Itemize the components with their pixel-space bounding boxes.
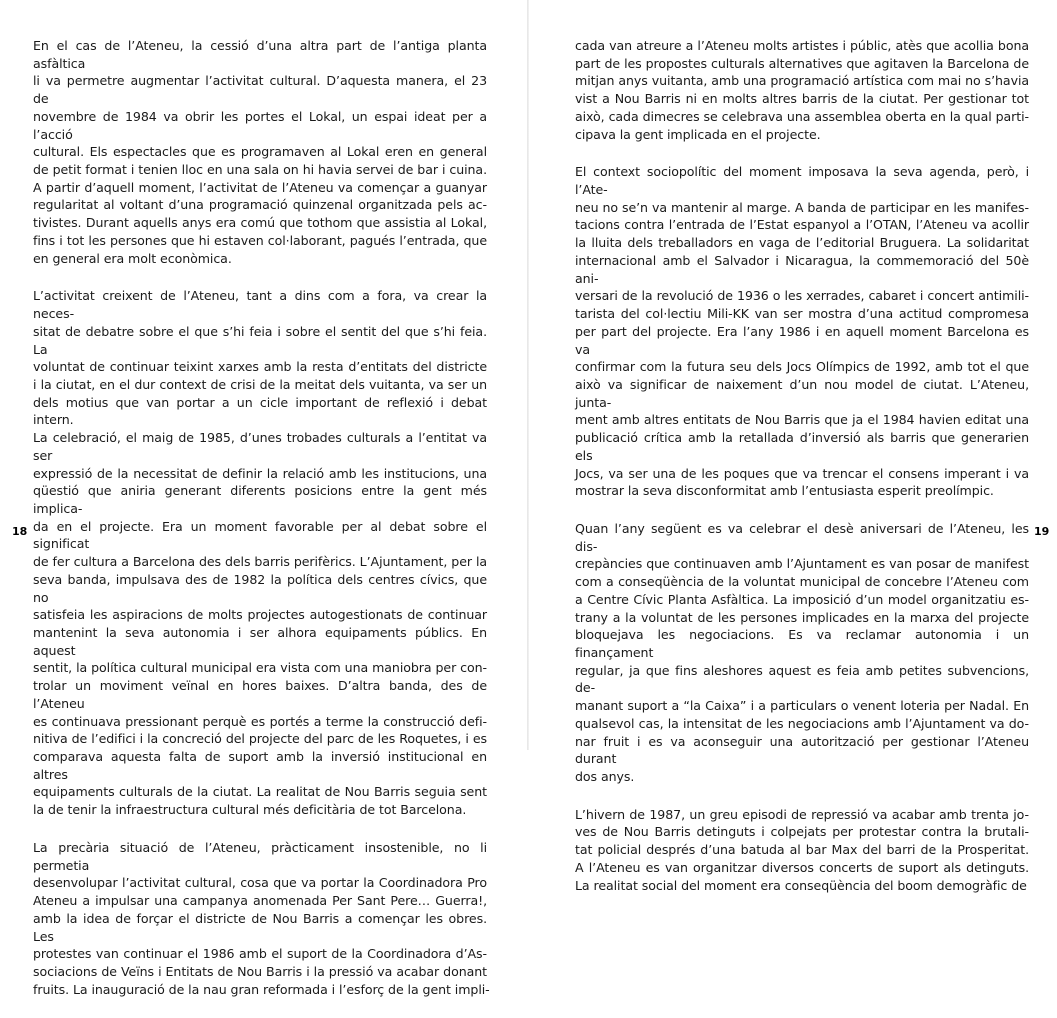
text-line: nar fruit i es va aconseguir una autorització per gestionar l’Ateneu durant [575,733,1029,767]
paragraph [33,839,490,998]
text-line: la lluita dels treballadors en vaga de l’editorial Bruguera. La solidaritat [575,235,1029,251]
text-line: cada van atreure a l’Ateneu molts artistes i públic, atès que acollia bona [575,38,1029,53]
text-line: neu no se’n va mantenir al marge. A banda de participar en les manifes- [575,199,1029,215]
text-line: regularitat al voltant d’una programació quinzenal organitzada pels ac- [33,197,487,213]
text-line: tacions contra l’entrada de l’Estat espanyol a l’OTAN, l’Ateneu va acollir [575,217,1029,233]
text-line: es continuava pressionant perquè es portés a terme la construcció defi- [33,713,487,729]
text-line: per part del projecte. Era l’any 1986 i en aquell moment Barcelona es va [575,323,1029,357]
text-line: trolar un moviment veïnal en hores baixes. D’altra banda, des de l’Ateneu [33,678,487,711]
text-line: sentit, la política cultural municipal era vista com una maniobra per con- [33,660,487,676]
text-line: això, cada dimecres se celebrava una assemblea oberta en la qual parti- [575,108,1029,124]
page-gutter [527,0,529,750]
text-line: Ateneu a impulsar una campanya anomenada Per Sant Pere… Guerra!, [33,893,487,909]
page-number-right: 19 [1034,525,1050,538]
text-line: L’hivern de 1987, un greu episodi de repressió va acabar amb trenta jo- [575,806,1029,822]
text-line: crepàncies que continuaven amb l’Ajuntament es van posar de manifest [575,556,1029,572]
text-line: publicació crítica amb la retallada d’inversió als barris que generarien els [575,430,1029,463]
paragraph [33,287,487,819]
paragraph [575,163,1029,500]
text-line: de petit format i tenien lloc en una sala on hi havia servei de bar i cuina. [33,162,487,178]
text-line: part de les propostes culturals alternatives que agitaven la Barcelona de [575,55,1029,71]
text-line: fins i tot les persones que hi estaven col·laborant, pagués l’entrada, que [33,232,487,248]
text-line: qüestió que aniria generant diferents posicions entre la gent més implica- [33,483,487,516]
text-line: a Centre Cívic Planta Asfàltica. La imposició d’un model organitzatiu es- [575,591,1029,607]
text-line: da en el projecte. Era un moment favorable per al debat sobre el significat [33,518,487,552]
text-line: sociacions de Veïns i Entitats de Nou Barris i la pressió va acabar donant [33,963,487,979]
text-line: seva banda, impulsava des de 1982 la política dels centres cívics, que no [33,571,487,605]
text-line: en general era molt econòmica. [33,250,232,266]
text-line: dos anys. [575,769,635,785]
text-line: manant suport a “la Caixa” i a particulars o venent loteria per Nadal. En [575,698,1029,714]
text-line: La realitat social del moment era conseqüència del boom demogràfic de [575,877,1027,893]
text-line: amb la idea de forçar el districte de Nou Barris a començar les obres. Les [33,910,487,944]
text-line: satisfeia les aspiracions de molts projectes autogestionats de continuar [33,607,487,623]
text-line: ves de Nou Barris detinguts i colpejats per protestar contra la brutali- [575,824,1029,840]
text-line: tivistes. Durant aquells anys era comú que tothom que assistia al Lokal, [33,215,487,231]
text-line: confirmar com la futura seu dels Jocs Olímpics de 1992, amb tot el que [575,359,1029,375]
text-line: comparava aquesta falta de suport amb la inversió institucional en altres [33,749,487,782]
text-line: i la ciutat, en el dur context de crisi de la meitat dels vuitanta, va ser un [33,376,487,392]
text-line: dels motius que van portar a un cicle important de reflexió i debat intern. [33,394,487,428]
text-line: voluntat de continuar teixint xarxes amb la resta d’entitats del districte [33,359,487,375]
text-line: tat policial després d’una batuda al bar Max del barri de la Prosperitat. [575,842,1029,858]
text-line: la de tenir la infraestructura cultural més deficitària de tot Barcelona. [33,802,467,818]
text-line: mitjan anys vuitanta, amb una programació artística com mai no s’havia [575,73,1029,89]
text-line: sitat de debatre sobre el que s’hi feia i sobre el sentit del que s’hi feia. La [33,323,487,357]
text-line: de fer cultura a Barcelona des dels barris perifèrics. L’Ajuntament, per la [33,554,487,570]
text-line: cipava la gent implicada en el projecte. [575,126,821,142]
text-line: El context sociopolític del moment imposava la seva agenda, però, i l’Ate- [575,164,1029,198]
paragraph [575,520,1029,786]
text-line: internacional amb el Salvador i Nicaragua, la commemoració del 50è ani- [575,252,1029,286]
text-line: mantenint la seva autonomia i ser alhora equipaments públics. En aquest [33,625,487,658]
text-line: cultural. Els espectacles que es programaven al Lokal eren en general [33,144,487,160]
text-line: trany a la voluntat de les persones implicades en la marxa del projecte [575,609,1029,625]
text-line: novembre de 1984 va obrir les portes el Lokal, un espai ideat per a l’acció [33,108,487,142]
text-line: ment amb altres entitats de Nou Barris que ja el 1984 havien editat una [575,412,1029,428]
text-line: versari de la revolució de 1936 o les xerrades, cabaret i concert antimili- [575,288,1029,304]
text-line: En el cas de l’Ateneu, la cessió d’una altra part de l’antiga planta asfàltica [33,38,487,71]
text-line: tarista del col·lectiu Mili-KK van ser mostra d’una actitud compromesa [575,306,1029,322]
text-line: protestes van continuar el 1986 amb el suport de la Coordinadora d’As- [33,946,487,962]
paragraph [575,37,1029,143]
text-line: li va permetre augmentar l’activitat cultural. D’aquesta manera, el 23 de [33,73,487,107]
left-page [33,37,490,1018]
text-line: fruits. La inauguració de la nau gran reformada i l’esforç de la gent impli- [33,981,490,997]
page-number-left: 18 [12,525,28,538]
text-line: Quan l’any següent es va celebrar el desè aniversari de l’Ateneu, les dis- [575,520,1029,554]
text-line: La precària situació de l’Ateneu, pràcticament insostenible, no li permetia [33,839,487,873]
text-line: expressió de la necessitat de definir la relació amb les institucions, una [33,465,487,481]
text-line: bloquejava les negociacions. Es va reclamar autonomia i un finançament [575,627,1029,660]
text-line: La celebració, el maig de 1985, d’unes trobades culturals a l’entitat va ser [33,430,487,463]
text-line: A l’Ateneu es van organitzar diversos concerts de suport als detinguts. [575,859,1029,875]
text-line: regular, ja que fins aleshores aquest es feia amb petites subvencions, de- [575,662,1029,696]
text-line: L’activitat creixent de l’Ateneu, tant a dins com a fora, va crear la neces- [33,288,487,322]
text-line: desenvolupar l’activitat cultural, cosa que va portar la Coordinadora Pro [33,875,487,891]
text-line: equipaments culturals de la ciutat. La realitat de Nou Barris seguia sent [33,784,487,800]
paragraph [575,806,1029,895]
text-line: com a conseqüència de la voluntat municipal de concebre l’Ateneu com [575,574,1029,590]
text-line: nitiva de l’edifici i la concreció del projecte del parc de les Roquetes, i es [33,731,487,747]
right-page [575,37,1029,914]
text-line: això va significar de naixement d’un nou model de ciutat. L’Ateneu, junta- [575,376,1029,410]
text-line: vist a Nou Barris ni en molts altres barris de la ciutat. Per gestionar tot [575,91,1029,107]
paragraph [33,37,487,267]
text-line: qualsevol cas, la intensitat de les negociacions amb l’Ajuntament va do- [575,715,1029,731]
text-line: Jocs, va ser una de les poques que va trencar el consens imperant i va [575,465,1029,481]
text-line: mostrar la seva disconformitat amb l’entusiasta esperit preolímpic. [575,483,994,499]
text-line: A partir d’aquell moment, l’activitat de l’Ateneu va començar a guanyar [33,179,487,195]
